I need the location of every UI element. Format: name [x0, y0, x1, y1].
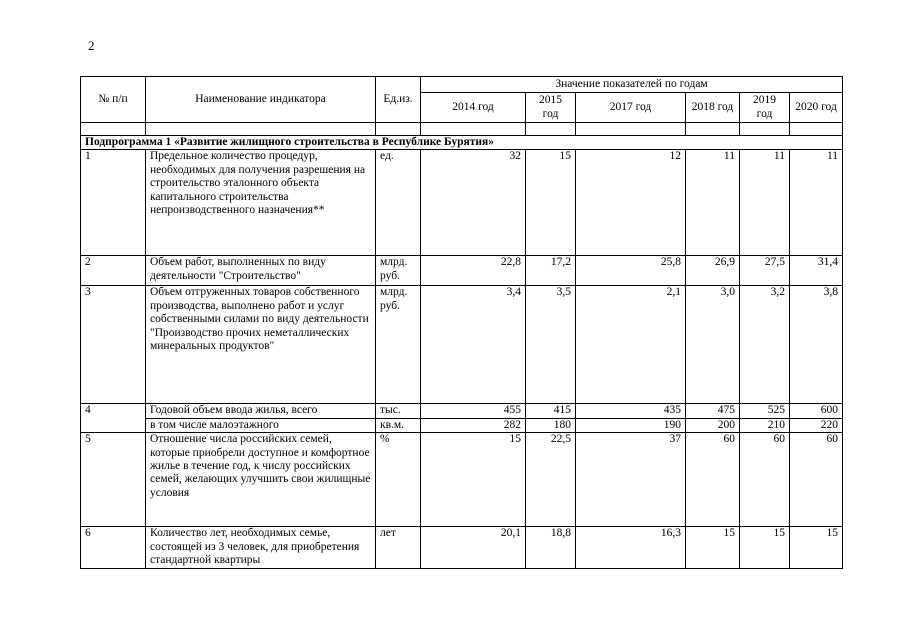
page-number: 2	[88, 38, 95, 53]
table-row	[81, 150, 843, 256]
header-num: № п/п	[81, 77, 146, 123]
value: 15	[526, 150, 576, 256]
value: 455	[421, 404, 526, 418]
header-year: 2018 год	[686, 93, 740, 123]
value: 18,8	[526, 527, 576, 569]
unit: %	[376, 433, 421, 527]
value: 415	[526, 404, 576, 418]
value: 220	[790, 418, 843, 432]
unit: млрд. руб.	[376, 256, 421, 286]
value: 15	[421, 433, 526, 527]
table-row	[81, 527, 843, 569]
unit: лет	[376, 527, 421, 569]
value: 26,9	[686, 256, 740, 286]
value: 210	[740, 418, 790, 432]
value: 60	[740, 433, 790, 527]
value: 3,0	[686, 286, 740, 404]
indicator-name: в том числе малоэтажного	[146, 418, 376, 432]
value: 22,5	[526, 433, 576, 527]
value: 16,3	[576, 527, 686, 569]
indicator-name: Объем отгруженных товаров собственного производства, выполнено работ и услуг собственными силами по виду деятельности "Производство прочих неметаллических минеральных продуктов"	[146, 286, 376, 404]
value: 11	[740, 150, 790, 256]
unit: млрд. руб.	[376, 286, 421, 404]
row-num: 2	[81, 256, 146, 286]
value: 3,4	[421, 286, 526, 404]
header-unit: Ед.из.	[376, 77, 421, 123]
value: 25,8	[576, 256, 686, 286]
value: 60	[686, 433, 740, 527]
value: 3,8	[790, 286, 843, 404]
value: 600	[790, 404, 843, 418]
value: 200	[686, 418, 740, 432]
value: 475	[686, 404, 740, 418]
value: 60	[790, 433, 843, 527]
value: 282	[421, 418, 526, 432]
value: 180	[526, 418, 576, 432]
row-num: 4	[81, 404, 146, 433]
header-year: 2014 год	[421, 93, 526, 123]
value: 37	[576, 433, 686, 527]
value: 190	[576, 418, 686, 432]
table-row	[81, 404, 843, 418]
value: 17,2	[526, 256, 576, 286]
subprogram-heading: Подпрограмма 1 «Развитие жилищного строительства в Республике Бурятия»	[81, 136, 843, 150]
indicator-name: Предельное количество процедур, необходимых для получения разрешения на строительство эталонного объекта капитального строительства непроизводственного назначения**	[146, 150, 376, 256]
unit: ед.	[376, 150, 421, 256]
value: 27,5	[740, 256, 790, 286]
row-num: 5	[81, 433, 146, 527]
value: 31,4	[790, 256, 843, 286]
value: 15	[686, 527, 740, 569]
indicator-name: Объем работ, выполненных по виду деятельности "Строительство"	[146, 256, 376, 286]
value: 525	[740, 404, 790, 418]
indicator-name: Отношение числа российских семей, которые приобрели доступное и комфортное жилье в течение год, к числу российских семей, желающих улучшить свои жилищные условия	[146, 433, 376, 527]
value: 435	[576, 404, 686, 418]
value: 22,8	[421, 256, 526, 286]
value: 12	[576, 150, 686, 256]
header-year: 2020 год	[790, 93, 843, 123]
value: 2,1	[576, 286, 686, 404]
row-num: 3	[81, 286, 146, 404]
table-row	[81, 256, 843, 286]
value: 3,5	[526, 286, 576, 404]
header-year: 2017 год	[576, 93, 686, 123]
table-row	[81, 286, 843, 404]
indicator-name: Количество лет, необходимых семье, состоящей из 3 человек, для приобретения стандартной квартиры	[146, 527, 376, 569]
row-num: 1	[81, 150, 146, 256]
value: 15	[790, 527, 843, 569]
value: 11	[686, 150, 740, 256]
unit: кв.м.	[376, 418, 421, 432]
header-group: Значение показателей по годам	[421, 77, 843, 93]
table-row	[81, 433, 843, 527]
header-year: 2015 год	[526, 93, 576, 123]
indicators-table	[80, 76, 843, 569]
value: 11	[790, 150, 843, 256]
value: 15	[740, 527, 790, 569]
blank-row	[81, 123, 843, 136]
header-year: 2019 год	[740, 93, 790, 123]
indicator-name: Годовой объем ввода жилья, всего	[146, 404, 376, 418]
value: 32	[421, 150, 526, 256]
header-name: Наименование индикатора	[146, 77, 376, 123]
row-num: 6	[81, 527, 146, 569]
value: 3,2	[740, 286, 790, 404]
table-row	[81, 418, 843, 432]
value: 20,1	[421, 527, 526, 569]
unit: тыс.	[376, 404, 421, 418]
